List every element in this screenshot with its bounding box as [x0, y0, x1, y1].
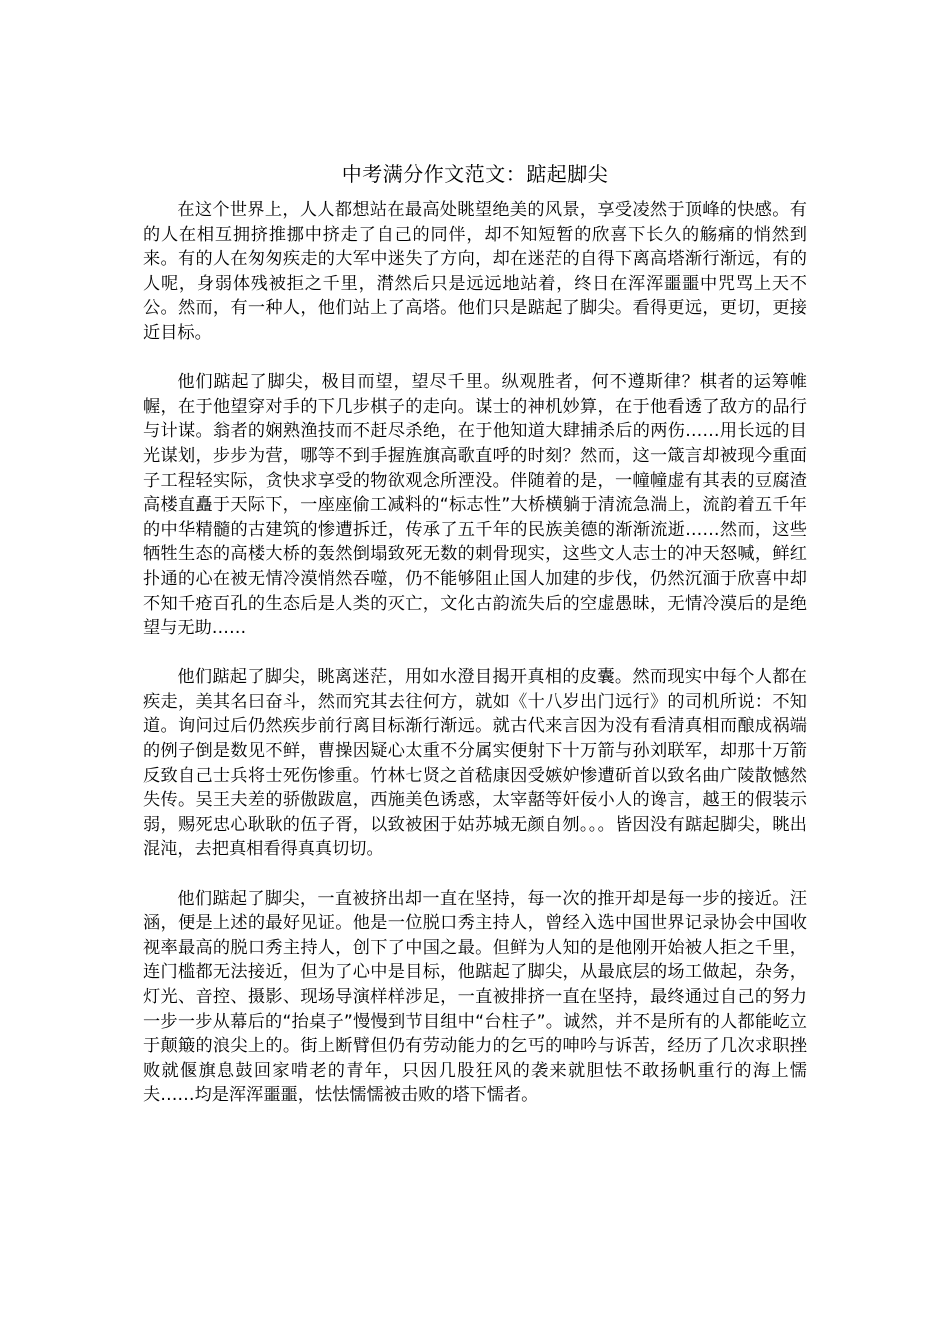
paragraph-4: 他们踮起了脚尖，一直被挤出却一直在坚持，每一次的推开却是每一步的接近。汪涵，便是上述的最好见证。他是一位脱口秀主持人，曾经入选中国世界记录协会中国收视率最高的脱口秀主持人，创下了中国之最。但鲜为人知的是他刚开始被人拒之千里，连门槛都无法接近，但为了心中是目标，他踮起了脚尖，从最底层的场工做起，杂务，灯光、音控、摄影、现场导演样样涉足，一直被排挤一直在坚持，最终通过自己的努力一步一步从幕后的“抬桌子”慢慢到节目组中“台柱子”。诚然，并不是所有的人都能屹立于颠簸的浪尖上的。街上断臂但仍有劳动能力的乞丐的呻吟与诉苦，经历了几次求职挫败就偃旗息鼓回家啃老的青年，只因几股狂风的袭来就胆怯不敢扬帆重行的海上懦夫……均是浑浑噩噩，怯怯懦懦被击败的塔下懦者。 [143, 888, 807, 1106]
paragraph-3: 他们踮起了脚尖，眺离迷茫，用如水澄目揭开真相的皮囊。然而现实中每个人都在疾走，美其名曰奋斗，然而究其去往何方，就如《十八岁出门远行》的司机所说：不知道。询问过后仍然疾步前行离目标渐行渐远。就古代来言因为没有看清真相而酿成祸端的例子倒是数见不鲜，曹操因疑心太重不分属实便射下十万箭与孙刘联军，却那十万箭反致自己士兵将士死伤惨重。竹林七贤之首嵇康因受嫉妒惨遭斫首以致名曲广陵散憾然失传。吴王夫差的骄傲跋扈，西施美色诱惑，太宰嚭等奸佞小人的谗言，越王的假装示弱，赐死忠心耿耿的伍子胥，以致被困于姑苏城无颜自刎。。。皆因没有踮起脚尖，眺出混沌，去把真相看得真真切切。 [143, 667, 807, 860]
document-body [143, 198, 807, 1108]
paragraph-2: 他们踮起了脚尖，极目而望，望尽千里。纵观胜者，何不遵斯律？棋者的运筹帷幄，在于他望穿对手的下几步棋子的走向。谋士的神机妙算，在于他看透了敌方的品行与计谋。翁者的娴熟渔技而不赶尽杀绝，在于他知道大肆捕杀后的两伤……用长远的目光谋划，步步为营，哪等不到手握旌旗高歌直呼的时刻？然而，这一箴言却被现今重面子工程轻实际，贪快求享受的物欲观念所湮没。伴随着的是，一幢幢虚有其表的豆腐渣高楼直矗于天际下，一座座偷工减料的“标志性”大桥横躺于清流急湍上，流韵着五千年的中华精髓的古建筑的惨遭拆迁，传承了五千年的民族美德的渐渐流逝……然而，这些牺牲生态的高楼大桥的轰然倒塌致死无数的刺骨现实，这些文人志士的冲天怒喊，鲜红扑通的心在被无情冷漠悄然吞噬，仍不能够阻止国人加建的步伐，仍然沉湎于欣喜中却不知千疮百孔的生态后是人类的灭亡，文化古韵流失后的空虚愚昧，无情冷漠后的是绝望与无助…… [143, 372, 807, 639]
document-title: 中考满分作文范文：踮起脚尖 [341, 162, 609, 186]
paragraph-1: 在这个世界上，人人都想站在最高处眺望绝美的风景，享受凌然于顶峰的快感。有的人在相互拥挤推挪中挤走了自己的同伴，却不知短暂的欣喜下长久的觞痛的悄然到来。有的人在匆匆疾走的大军中迷失了方向，却在迷茫的自得下离高塔渐行渐远，有的人呢，身弱体残被拒之千里，潸然后只是远远地站着，终日在浑浑噩噩中咒骂上天不公。然而，有一种人，他们站上了高塔。他们只是踮起了脚尖。看得更远，更切，更接近目标。 [143, 200, 807, 343]
